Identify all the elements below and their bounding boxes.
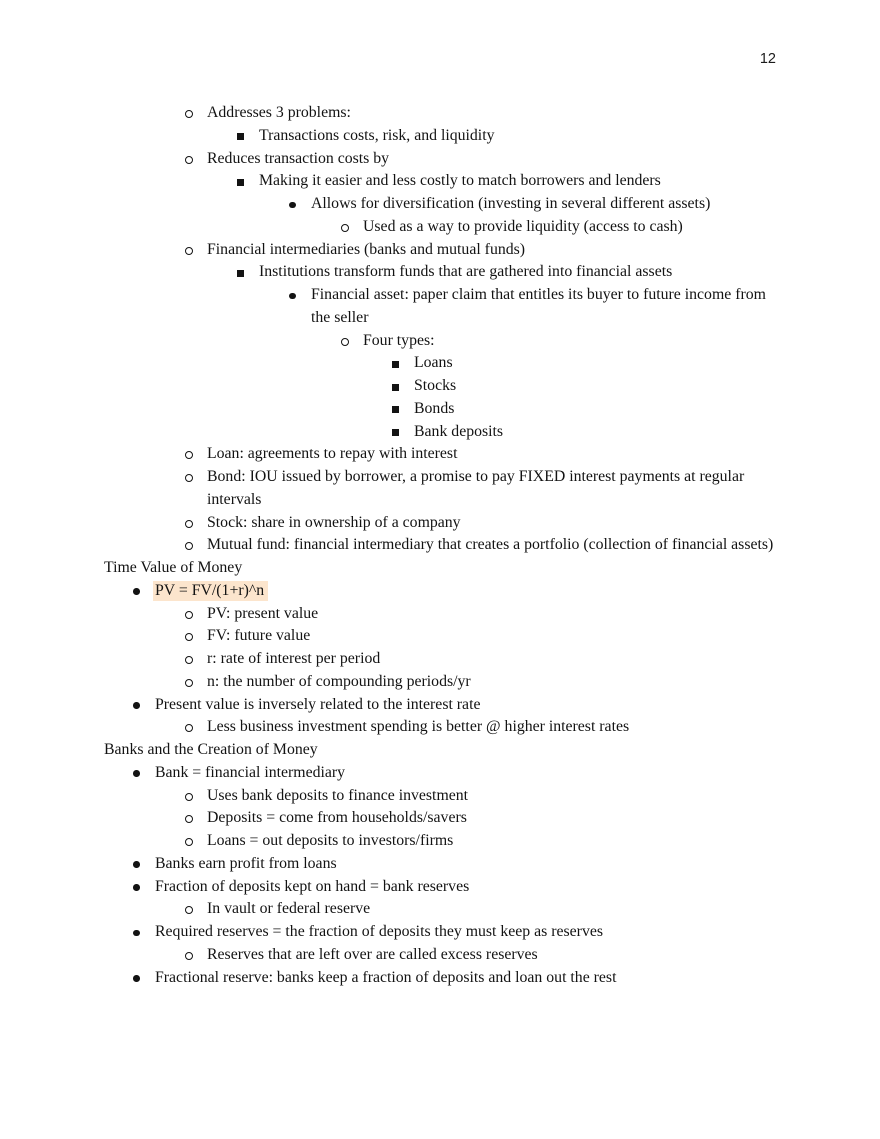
list-item	[104, 671, 777, 694]
list-item	[104, 830, 777, 853]
circle-bullet-icon	[185, 633, 193, 641]
disc-bullet-icon	[133, 702, 140, 709]
line-text: Reserves that are left over are called excess reserves	[207, 945, 538, 963]
line-text: Allows for diversification (investing in several different assets)	[311, 195, 711, 212]
list-item	[104, 148, 777, 171]
list-item	[104, 603, 777, 626]
circle-bullet-icon	[185, 815, 193, 823]
line-text: Less business investment spending is better @ higher interest rates	[207, 718, 630, 736]
circle-bullet-icon	[185, 110, 193, 118]
line-text: Loans = out deposits to investors/firms	[207, 832, 454, 849]
line-text: n: the number of compounding periods/yr	[207, 672, 471, 690]
line-text: Bonds	[414, 399, 455, 417]
list-item	[104, 170, 777, 193]
circle-bullet-icon	[185, 520, 193, 528]
list-item	[104, 421, 777, 444]
list-item	[104, 534, 777, 557]
circle-bullet-icon	[185, 906, 193, 914]
circle-bullet-icon	[185, 656, 193, 664]
line-text: Stocks	[414, 377, 457, 394]
circle-bullet-icon	[185, 952, 193, 960]
list-item	[104, 284, 777, 330]
line-text: Banks earn profit from loans	[155, 854, 337, 872]
line-text: Mutual fund: financial intermediary that creates a portfolio (collection of financial assets)	[207, 536, 774, 554]
line-text: Addresses 3 problems:	[207, 104, 351, 121]
circle-bullet-icon	[341, 338, 349, 346]
line-text: Bond: IOU issued by borrower, a promise to pay FIXED interest payments at regular intervals	[207, 468, 745, 508]
line-text: Financial asset: paper claim that entitles its buyer to future income from the seller	[311, 286, 766, 326]
circle-bullet-icon	[185, 451, 193, 459]
line-text: Banks and the Creation of Money	[104, 741, 318, 758]
list-item	[104, 239, 777, 262]
line-text: Reduces transaction costs by	[207, 149, 390, 167]
list-item	[104, 398, 777, 421]
line-text: Present value is inversely related to the interest rate	[155, 695, 481, 713]
disc-bullet-icon	[133, 588, 140, 595]
circle-bullet-icon	[185, 247, 193, 255]
list-item	[104, 193, 777, 216]
list-item	[104, 330, 777, 353]
list-item	[104, 944, 777, 967]
disc-bullet-icon	[133, 770, 140, 777]
notes-list	[104, 102, 777, 989]
circle-bullet-icon	[185, 724, 193, 732]
list-item	[104, 352, 777, 375]
highlighted-formula-text: PV = FV/(1+r)^n	[153, 581, 268, 601]
list-item	[104, 125, 777, 148]
circle-bullet-icon	[185, 793, 193, 801]
disc-bullet-icon	[289, 202, 296, 209]
list-item	[104, 853, 777, 876]
list-item	[104, 898, 777, 921]
line-text: Making it easier and less costly to match borrowers and lenders	[259, 172, 661, 190]
square-bullet-icon	[392, 361, 399, 368]
disc-bullet-icon	[133, 884, 140, 891]
square-bullet-icon	[237, 270, 244, 277]
line-text: Four types:	[363, 331, 435, 349]
list-item	[104, 102, 777, 125]
list-item	[104, 443, 777, 466]
line-text: r: rate of interest per period	[207, 650, 381, 667]
line-text: PV: present value	[207, 604, 319, 622]
disc-bullet-icon	[133, 930, 140, 937]
line-text: Time Value of Money	[104, 559, 243, 576]
list-item	[104, 762, 777, 785]
square-bullet-icon	[237, 133, 244, 140]
circle-bullet-icon	[341, 224, 349, 232]
section-heading	[104, 557, 777, 580]
circle-bullet-icon	[185, 474, 193, 482]
list-item	[104, 716, 777, 739]
circle-bullet-icon	[185, 611, 193, 619]
list-item	[104, 625, 777, 648]
disc-bullet-icon	[133, 861, 140, 868]
line-text: Required reserves = the fraction of deposits they must keep as reserves	[155, 923, 604, 940]
line-text: In vault or federal reserve	[207, 900, 371, 918]
circle-bullet-icon	[185, 156, 193, 164]
line-text: Bank deposits	[414, 422, 504, 440]
circle-bullet-icon	[185, 838, 193, 846]
line-text: Loan: agreements to repay with interest	[207, 445, 458, 463]
list-item	[104, 580, 777, 603]
section-heading	[104, 739, 777, 762]
line-text: FV: future value	[207, 627, 311, 645]
list-item	[104, 648, 777, 671]
disc-bullet-icon	[133, 975, 140, 982]
line-text: Financial intermediaries (banks and mutual funds)	[207, 240, 526, 258]
list-item	[104, 512, 777, 535]
square-bullet-icon	[237, 179, 244, 186]
line-text: Used as a way to provide liquidity (access to cash)	[363, 217, 683, 235]
list-item	[104, 921, 777, 944]
square-bullet-icon	[392, 429, 399, 436]
page-number: 12	[759, 51, 776, 67]
square-bullet-icon	[392, 384, 399, 391]
list-item	[104, 261, 777, 284]
circle-bullet-icon	[185, 542, 193, 550]
list-item	[104, 876, 777, 899]
square-bullet-icon	[392, 406, 399, 413]
line-text: Stock: share in ownership of a company	[207, 513, 461, 531]
list-item	[104, 785, 777, 808]
list-item	[104, 466, 777, 512]
line-text: Deposits = come from households/savers	[207, 809, 467, 827]
line-text: Bank = financial intermediary	[155, 763, 346, 781]
line-text: Loans	[414, 354, 453, 372]
disc-bullet-icon	[289, 293, 296, 300]
circle-bullet-icon	[185, 679, 193, 687]
list-item	[104, 807, 777, 830]
line-text: Uses bank deposits to finance investment	[207, 786, 469, 804]
list-item	[104, 375, 777, 398]
list-item	[104, 216, 777, 239]
line-text: Fractional reserve: banks keep a fraction of deposits and loan out the rest	[155, 968, 617, 986]
line-text: Institutions transform funds that are gathered into financial assets	[259, 263, 673, 281]
line-text: Fraction of deposits kept on hand = bank reserves	[155, 877, 470, 895]
list-item	[104, 694, 777, 717]
list-item	[104, 967, 777, 990]
line-text: Transactions costs, risk, and liquidity	[259, 126, 495, 144]
